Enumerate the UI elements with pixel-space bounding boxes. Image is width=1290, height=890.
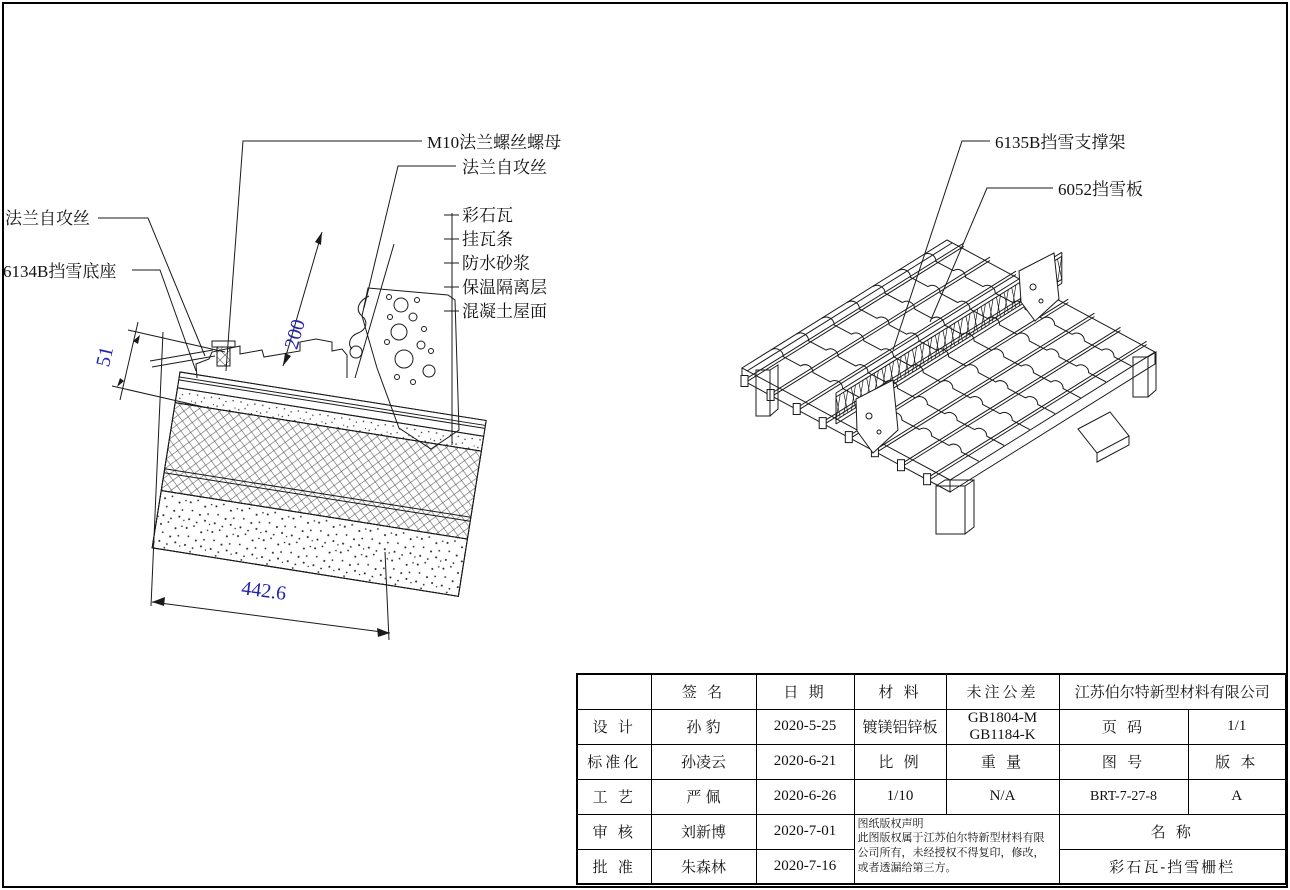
layer-callout-line xyxy=(444,213,459,445)
row-approve-name: 朱森林 xyxy=(651,849,756,884)
material-value: 镀镁铝锌板 xyxy=(854,709,946,744)
leader-snow-base xyxy=(132,270,196,371)
tolerance-value: GB1804-M GB1184-K xyxy=(946,709,1059,744)
iso-view xyxy=(741,141,1156,534)
dim-51: 51 xyxy=(92,344,119,369)
row-design-role: 设 计 xyxy=(577,709,651,744)
copyright-notice: 图纸版权声明 此图版权属于江苏伯尔特新型材料有限 公司所有，未经授权不得复印，修改， 或者透漏给第三方。 xyxy=(854,814,1059,884)
version-value: A xyxy=(1188,779,1286,814)
scale-value: 1/10 xyxy=(854,779,946,814)
th-date: 日 期 xyxy=(756,674,854,709)
th-name: 名 称 xyxy=(1059,814,1286,849)
th-scale: 比 例 xyxy=(854,744,946,779)
label-flange-screw-left: 法兰自攻丝 xyxy=(5,209,90,228)
label-layer-insulation: 保温隔离层 xyxy=(462,278,547,297)
row-std-date: 2020-6-21 xyxy=(756,744,854,779)
th-tolerance: 未注公差 xyxy=(946,674,1059,709)
row-process-name: 严 佩 xyxy=(651,779,756,814)
th-material: 材 料 xyxy=(854,674,946,709)
th-drawing-no: 图 号 xyxy=(1059,744,1188,779)
th-version: 版 本 xyxy=(1188,744,1286,779)
label-support-frame: 6135B挡雪支撑架 xyxy=(995,133,1126,152)
label-m10-bolt: M10法兰螺丝螺母 xyxy=(427,133,562,152)
roof-layer-stack xyxy=(152,372,486,596)
row-review-role: 审 核 xyxy=(577,814,651,849)
label-snow-board: 6052挡雪板 xyxy=(1058,180,1143,199)
th-signature: 签 名 xyxy=(651,674,756,709)
m10-bolt-head xyxy=(212,341,235,347)
drawing-no-value: BRT-7-27-8 xyxy=(1059,779,1188,814)
title-block xyxy=(576,673,1287,885)
plate-holes xyxy=(385,295,436,385)
row-design-name: 孙 豹 xyxy=(651,709,756,744)
row-approve-date: 2020-7-16 xyxy=(756,849,854,884)
row-design-date: 2020-5-25 xyxy=(756,709,854,744)
row-review-date: 2020-7-01 xyxy=(756,814,854,849)
cell-role-header xyxy=(577,674,651,709)
label-flange-screw-top: 法兰自攻丝 xyxy=(462,158,547,177)
label-snow-base: 6134B挡雪底座 xyxy=(3,262,117,281)
product-name: 彩石瓦-挡雪栅栏 xyxy=(1059,849,1286,884)
row-process-role: 工 艺 xyxy=(577,779,651,814)
row-approve-role: 批 准 xyxy=(577,849,651,884)
company-name: 江苏伯尔特新型材料有限公司 xyxy=(1059,674,1286,709)
section-view xyxy=(98,141,486,640)
row-std-role: 标准化 xyxy=(577,744,651,779)
dim-200: 200 xyxy=(280,316,310,352)
th-weight: 重 量 xyxy=(946,744,1059,779)
label-layer-tile: 彩石瓦 xyxy=(462,206,513,225)
row-process-date: 2020-6-26 xyxy=(756,779,854,814)
tile-flap xyxy=(150,350,215,367)
row-review-name: 刘新博 xyxy=(651,814,756,849)
title-block-table xyxy=(576,673,1287,885)
weight-value: N/A xyxy=(946,779,1059,814)
label-layer-batten: 挂瓦条 xyxy=(462,230,513,249)
th-page: 页 码 xyxy=(1059,709,1188,744)
leader-flange-screw-top xyxy=(364,166,456,308)
hook-screw-eye xyxy=(350,346,362,358)
roof-panel xyxy=(742,240,1155,480)
label-layer-mortar: 防水砂浆 xyxy=(462,254,530,273)
row-std-name: 孙凌云 xyxy=(651,744,756,779)
label-layer-concrete: 混凝土屋面 xyxy=(462,302,547,321)
dim-442-6: 442.6 xyxy=(240,577,288,605)
page-value: 1/1 xyxy=(1188,709,1286,744)
